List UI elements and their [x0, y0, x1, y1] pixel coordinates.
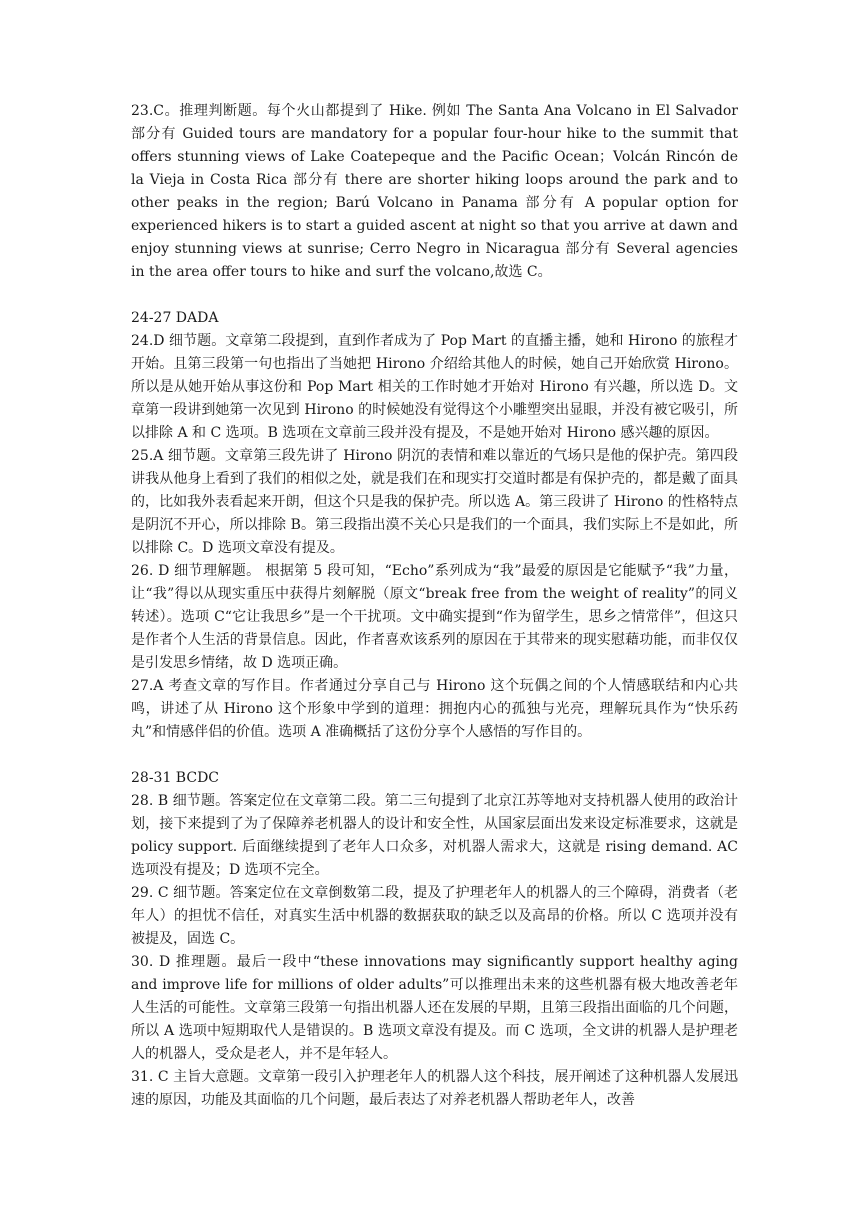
paragraph-gap: [131, 744, 738, 767]
answer-23-explanation: 23.C。推理判断题。每个火山都提到了 Hike. 例如 The Santa Ana Volcano in El Salvador 部分有 Guided tours are mandatory for a popular four-hour hike to the summit that offers stunning views of Lake Coatepeque and the Pacific Ocean；Volcán Rincón de la Vieja in Costa Rica 部分有 there are shorter hiking loops around the park and to other peaks in the region; Barú Volcano in Panama 部分有 A popular option for experienced hikers is to start a guided ascent at night so that you arrive at dawn and enjoy stunning views at sunrise; Cerro Negro in Nicaragua 部分有 Several agencies in the area offer tours to hike and surf the volcano,故选 C。: [131, 103, 738, 280]
answer-26-explanation: 26. D 细节理解题。 根据第 5 段可知，“Echo”系列成为“我”最爱的原因是它能赋予“我”力量，让“我”得以从现实重压中获得片刻解脱（原文“break free from the weight of reality”的同义转述）。选项 C“它让我思乡”是一个干扰项。文中确实提到“作为留学生，思乡之情常伴”，但这只是作者个人生活的背景信息。因此，作者喜欢该系列的原因在于其带来的现实慰藉功能，而非仅仅是引发思乡情绪，故 D 选项正确。: [131, 563, 738, 671]
answer-29-explanation: 29. C 细节题。答案定位在文章倒数第二段，提及了护理老年人的机器人的三个障碍，消费者（老年人）的担忧不信任，对真实生活中机器的数据获取的缺乏以及高昂的价格。所以 C 选项并没有被提及，固选 C。: [131, 885, 738, 947]
answer-25-explanation: 25.A 细节题。文章第三段先讲了 Hirono 阴沉的表情和难以靠近的气场只是他的保护壳。第四段讲我从他身上看到了我们的相似之处，就是我们在和现实打交道时都是有保护壳的，都是戴了面具的，比如我外表看起来开朗，但这个只是我的保护壳。所以选 A。第三段讲了 Hirono 的性格特点是阴沉不开心，所以排除 B。第三段指出漠不关心只是我们的一个面具，我们实际上不是如此，所以排除 C。D 选项文章没有提及。: [131, 448, 738, 556]
answer-explanation-page: [131, 100, 738, 1112]
answer-31-explanation: 31. C 主旨大意题。文章第一段引入护理老年人的机器人这个科技，展开阐述了这种机器人发展迅速的原因，功能及其面临的几个问题，最后表达了对养老机器人帮助老年人，改善: [131, 1069, 738, 1108]
answer-30-explanation: 30. D 推理题。最后一段中“these innovations may significantly support healthy aging and improve life for millions of older adults”可以推理出未来的这些机器有极大地改善老年人生活的可能性。文章第三段第一句指出机器人还在发展的早期，且第三段指出面临的几个问题，所以 A 选项中短期取代人是错误的。B 选项文章没有提及。而 C 选项，全文讲的机器人是护理老人的机器人，受众是老人，并不是年轻人。: [131, 954, 738, 1062]
answer-27-explanation: 27.A 考查文章的写作目。作者通过分享自己与 Hirono 这个玩偶之间的个人情感联结和内心共鸣，讲述了从 Hirono 这个形象中学到的道理：拥抱内心的孤独与光亮，理解玩具作为“快乐药丸”和情感伴侣的价值。选项 A 准确概括了这份分享个人感悟的写作目的。: [131, 678, 738, 740]
section-header-24-27: 24-27 DADA: [131, 310, 219, 326]
paragraph-gap: [131, 284, 738, 307]
answer-24-explanation: 24.D 细节题。文章第二段提到，直到作者成为了 Pop Mart 的直播主播，她和 Hirono 的旅程才开始。且第三段第一句也指出了当她把 Hirono 介绍给其他人的时候，她自己开始欣赏 Hirono。所以是从她开始从事这份和 Pop Mart 相关的工作时她才开始对 Hirono 有兴趣，所以选 D。文章第一段讲到她第一次见到 Hirono 的时候她没有觉得这个小雕塑突出显眼，并没有被它吸引，所以排除 A 和 C 选项。B 选项在文章前三段并没有提及，不是她开始对 Hirono 感兴趣的原因。: [131, 333, 738, 441]
answer-28-explanation: 28. B 细节题。答案定位在文章第二段。第二三句提到了北京江苏等地对支持机器人使用的政治计划，接下来提到了为了保障养老机器人的设计和安全性，从国家层面出发来设定标准要求，这就是 policy support. 后面继续提到了老年人口众多，对机器人需求大，这就是 rising demand. AC 选项没有提及；D 选项不完全。: [131, 793, 738, 878]
section-header-28-31: 28-31 BCDC: [131, 770, 220, 786]
